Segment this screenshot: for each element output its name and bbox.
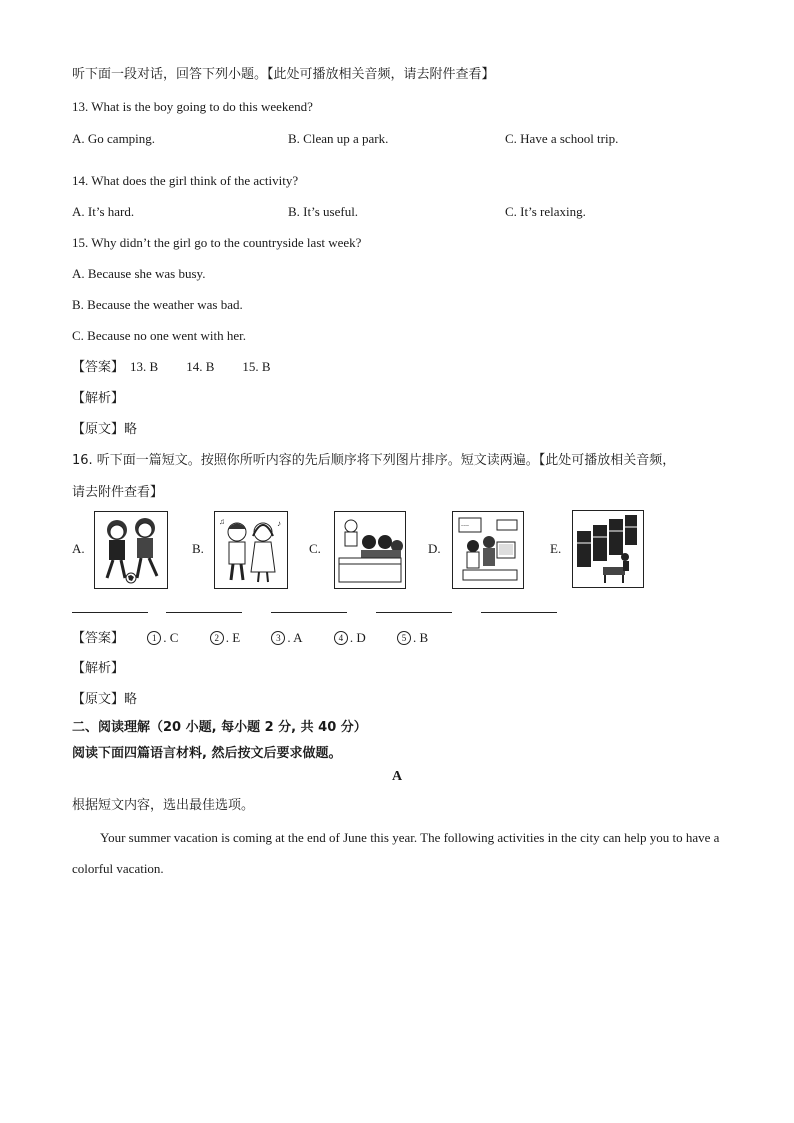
answer-item: 13. B xyxy=(130,359,159,374)
listening-intro: 听下面一段对话，回答下列小题。【此处可播放相关音频，请去附件查看】 xyxy=(72,67,495,82)
answer-item xyxy=(271,629,302,647)
answer-value: . C xyxy=(163,630,179,645)
reading-section-title: 二、阅读理解（20 小题, 每小题 2 分, 共 40 分） xyxy=(72,720,367,735)
picture-label-b: B. xyxy=(192,541,204,556)
answer-tag: 【答案】 xyxy=(72,360,125,375)
passage-letter: A xyxy=(391,769,403,784)
q14-option-c: C. It’s relaxing. xyxy=(505,204,586,219)
answer-item: 14. B xyxy=(186,359,215,374)
reading-task: 根据短文内容，选出最佳选项。 xyxy=(72,798,255,813)
original-text: 略 xyxy=(124,692,138,707)
picture-e-library xyxy=(572,510,644,588)
question-14: 14. What does the girl think of the activity? xyxy=(72,173,299,188)
original-tag: 【原文】 xyxy=(72,692,125,707)
picture-a-football-kids xyxy=(94,511,168,589)
original-tag: 【原文】 xyxy=(72,422,125,437)
q15-option-a: A. Because she was busy. xyxy=(72,266,206,281)
original-1 xyxy=(72,421,137,439)
q14-option-a: A. It’s hard. xyxy=(72,204,135,219)
q15-option-c: C. Because no one went with her. xyxy=(72,328,247,343)
answer-blank-5[interactable] xyxy=(481,612,557,613)
answer-value: . E xyxy=(225,630,241,645)
circled-number: 5 xyxy=(397,631,411,645)
answer-2 xyxy=(72,629,428,648)
q13-option-c: C. Have a school trip. xyxy=(505,131,619,146)
svg-text:~~~: ~~~ xyxy=(461,524,470,529)
question-16-line-2: 请去附件查看】 xyxy=(72,485,164,500)
picture-label-c: C. xyxy=(309,541,321,556)
answer-1 xyxy=(72,358,271,377)
picture-label-e: E. xyxy=(550,541,562,556)
svg-text:♫: ♫ xyxy=(219,517,225,526)
picture-b-singing xyxy=(214,511,288,589)
answer-item xyxy=(210,629,240,647)
answer-blank-4[interactable] xyxy=(376,612,452,613)
answer-item xyxy=(147,629,178,647)
picture-d-computer-room xyxy=(452,511,524,589)
question-15: 15. Why didn’t the girl go to the countryside last week? xyxy=(72,235,362,250)
original-2 xyxy=(72,691,137,709)
passage-paragraph: Your summer vacation is coming at the end of June this year. The following activities in the city can help you to have a colorful vacation. xyxy=(72,830,720,876)
answer-blank-1[interactable] xyxy=(72,612,148,613)
reading-instructions: 阅读下面四篇语言材料, 然后按文后要求做题。 xyxy=(72,746,342,761)
q13-option-b: B. Clean up a park. xyxy=(288,131,389,146)
answer-blank-3[interactable] xyxy=(271,612,347,613)
answer-value: . B xyxy=(412,630,429,645)
circled-number: 4 xyxy=(334,631,348,645)
q14-option-b: B. It’s useful. xyxy=(288,204,359,219)
q13-option-a: A. Go camping. xyxy=(72,131,156,146)
circled-number: 1 xyxy=(147,631,161,645)
answer-item: 15. B xyxy=(242,359,271,374)
answer-blank-2[interactable] xyxy=(166,612,242,613)
svg-text:♪: ♪ xyxy=(277,519,281,528)
answer-value: . D xyxy=(349,630,366,645)
answer-tag: 【答案】 xyxy=(72,631,125,646)
picture-label-a: A. xyxy=(72,541,85,556)
picture-c-classroom xyxy=(334,511,406,589)
answer-item xyxy=(334,629,366,647)
question-16-line-1: 16. 听下面一篇短文。按照你所听内容的先后顺序将下列图片排序。短文读两遍。【此处可播放相关音频， xyxy=(72,453,676,468)
q15-option-b: B. Because the weather was bad. xyxy=(72,297,243,312)
answer-item xyxy=(397,629,428,647)
picture-label-d: D. xyxy=(428,541,441,556)
analysis-2: 【解析】 xyxy=(72,661,125,676)
circled-number: 3 xyxy=(271,631,285,645)
circled-number: 2 xyxy=(210,631,224,645)
question-13: 13. What is the boy going to do this weekend? xyxy=(72,99,313,114)
answer-value: . A xyxy=(287,630,303,645)
analysis-1: 【解析】 xyxy=(72,391,125,406)
original-text: 略 xyxy=(124,422,138,437)
